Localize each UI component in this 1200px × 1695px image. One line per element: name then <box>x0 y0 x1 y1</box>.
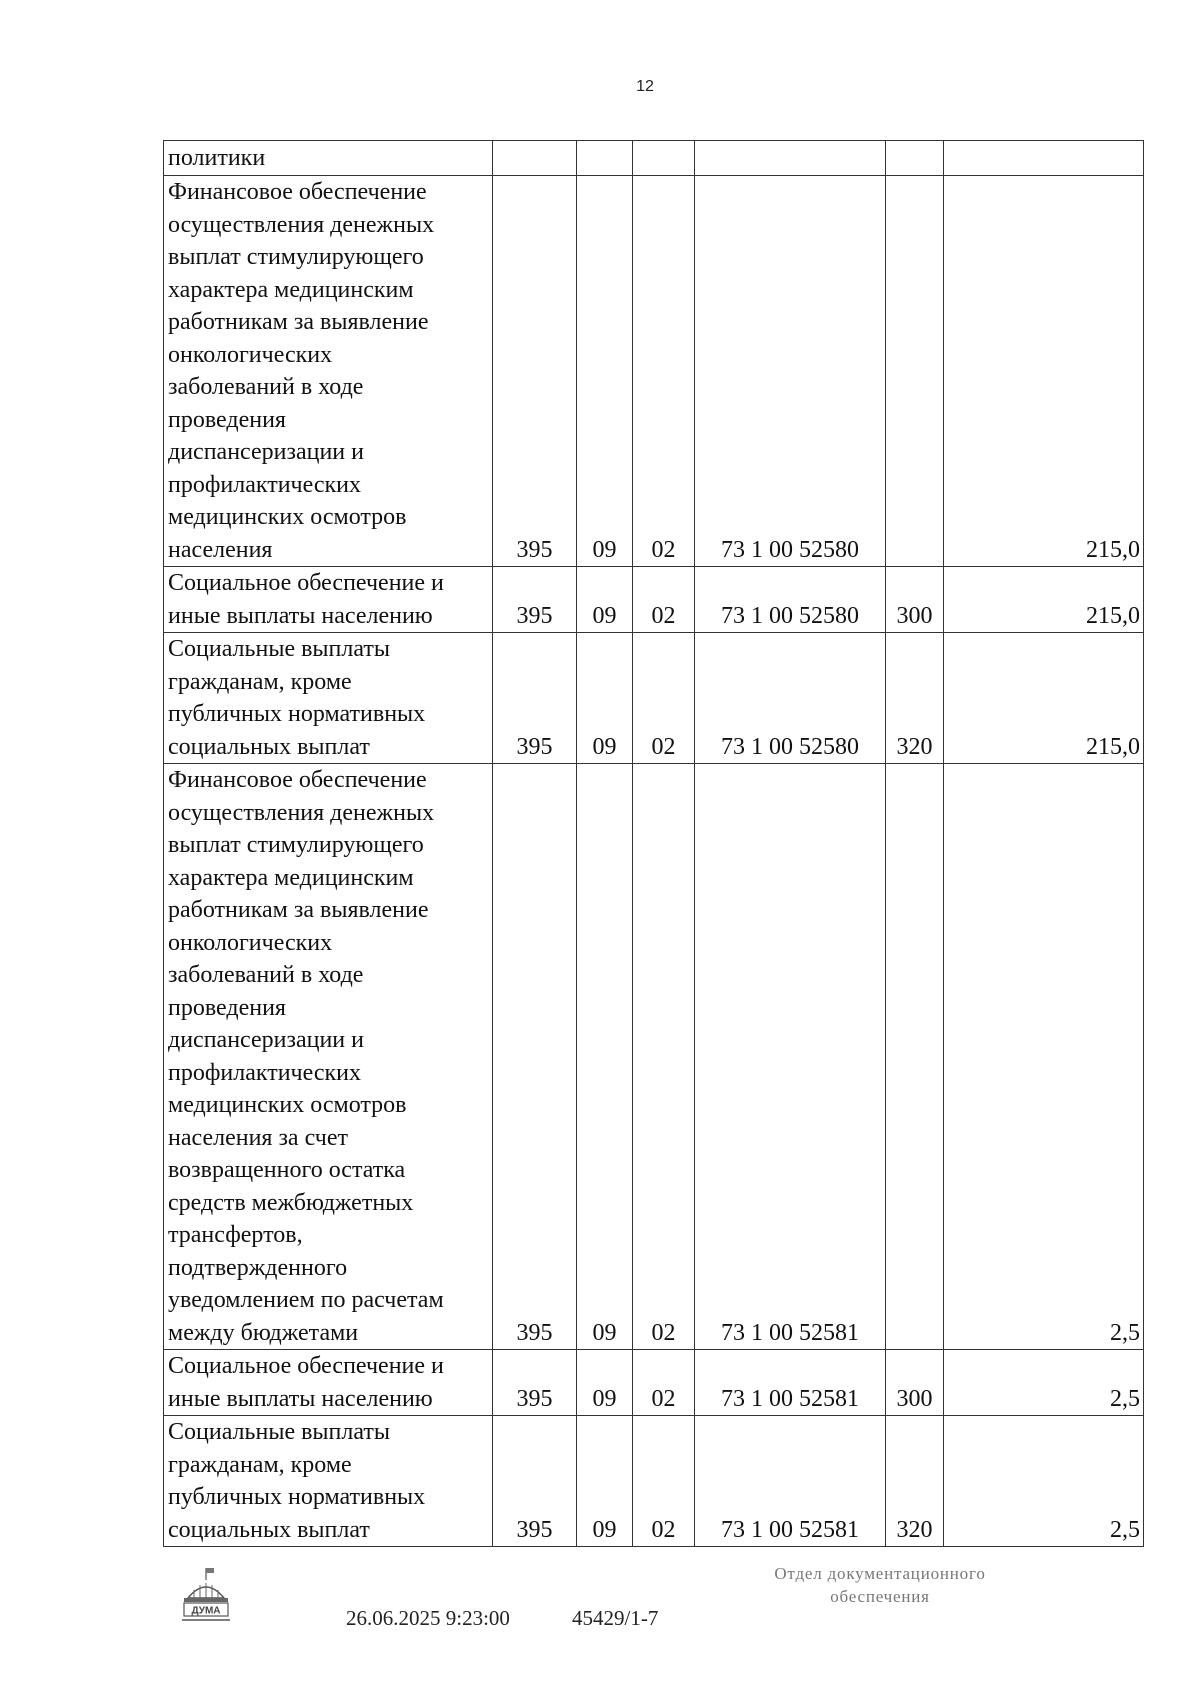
admin-code-cell: 395 <box>493 764 577 1350</box>
amount-cell: 2,5 <box>944 764 1144 1350</box>
row-name-cell: Финансовое обеспечение осуществления денежных выплат стимулирующего характера медицинским работникам за выявление онкологических заболеваний в ходе проведения диспансеризации и профилактических медицинских осмотров населения <box>164 176 493 567</box>
table-row <box>164 141 1144 176</box>
expense-type-cell <box>886 141 944 176</box>
table-row <box>164 567 1144 633</box>
row-name-cell: Социальные выплаты гражданам, кроме публичных нормативных социальных выплат <box>164 633 493 764</box>
target-article-cell: 73 1 00 52581 <box>695 1416 886 1547</box>
target-article-cell: 73 1 00 52580 <box>695 176 886 567</box>
subsection-code-cell: 02 <box>633 1350 695 1416</box>
target-article-cell: 73 1 00 52581 <box>695 764 886 1350</box>
row-name-cell: Финансовое обеспечение осуществления денежных выплат стимулирующего характера медицинским работникам за выявление онкологических заболеваний в ходе проведения диспансеризации и профилактических медицинских осмотров населения за счет возвращенного остатка средств межбюджетных трансфертов, подтвержденного уведомлением по расчетам между бюджетами <box>164 764 493 1350</box>
target-article-cell: 73 1 00 52581 <box>695 1350 886 1416</box>
amount-cell: 2,5 <box>944 1416 1144 1547</box>
row-name-cell: Социальное обеспечение и иные выплаты населению <box>164 567 493 633</box>
table-row <box>164 633 1144 764</box>
subsection-code-cell: 02 <box>633 567 695 633</box>
subsection-code-cell: 02 <box>633 1416 695 1547</box>
row-name-cell: Социальные выплаты гражданам, кроме публичных нормативных социальных выплат <box>164 1416 493 1547</box>
admin-code-cell: 395 <box>493 567 577 633</box>
admin-code-cell: 395 <box>493 1416 577 1547</box>
section-code-cell: 09 <box>577 1416 633 1547</box>
stamp-line-1: Отдел документационного <box>774 1564 986 1583</box>
target-article-cell: 73 1 00 52580 <box>695 567 886 633</box>
section-code-cell: 09 <box>577 1350 633 1416</box>
target-article-cell: 73 1 00 52580 <box>695 633 886 764</box>
amount-cell <box>944 141 1144 176</box>
subsection-code-cell: 02 <box>633 764 695 1350</box>
section-code-cell: 09 <box>577 633 633 764</box>
registration-number: 45429/1-7 <box>572 1606 659 1630</box>
subsection-code-cell <box>633 141 695 176</box>
row-name-cell: Социальное обеспечение и иные выплаты населению <box>164 1350 493 1416</box>
stamp-line-2: обеспечения <box>830 1587 930 1606</box>
budget-table <box>163 140 1144 1547</box>
expense-type-cell: 320 <box>886 633 944 764</box>
section-code-cell: 09 <box>577 176 633 567</box>
amount-cell: 215,0 <box>944 567 1144 633</box>
expense-type-cell <box>886 764 944 1350</box>
expense-type-cell <box>886 176 944 567</box>
admin-code-cell: 395 <box>493 633 577 764</box>
admin-code-cell <box>493 141 577 176</box>
page-number: 12 <box>636 78 654 95</box>
table-row <box>164 764 1144 1350</box>
logo-text: ДУМА <box>191 1605 221 1617</box>
subsection-code-cell: 02 <box>633 176 695 567</box>
subsection-code-cell: 02 <box>633 633 695 764</box>
table-row <box>164 1350 1144 1416</box>
admin-code-cell: 395 <box>493 1350 577 1416</box>
duma-logo-icon <box>180 1566 232 1626</box>
section-code-cell: 09 <box>577 567 633 633</box>
amount-cell: 215,0 <box>944 633 1144 764</box>
expense-type-cell: 300 <box>886 1350 944 1416</box>
document-datetime: 26.06.2025 9:23:00 <box>346 1606 510 1630</box>
amount-cell: 215,0 <box>944 176 1144 567</box>
table-row <box>164 176 1144 567</box>
expense-type-cell: 300 <box>886 567 944 633</box>
target-article-cell <box>695 141 886 176</box>
row-name-cell: политики <box>164 141 493 176</box>
section-code-cell <box>577 141 633 176</box>
amount-cell: 2,5 <box>944 1350 1144 1416</box>
department-stamp <box>700 1562 1060 1608</box>
section-code-cell: 09 <box>577 764 633 1350</box>
expense-type-cell: 320 <box>886 1416 944 1547</box>
table-row <box>164 1416 1144 1547</box>
admin-code-cell: 395 <box>493 176 577 567</box>
